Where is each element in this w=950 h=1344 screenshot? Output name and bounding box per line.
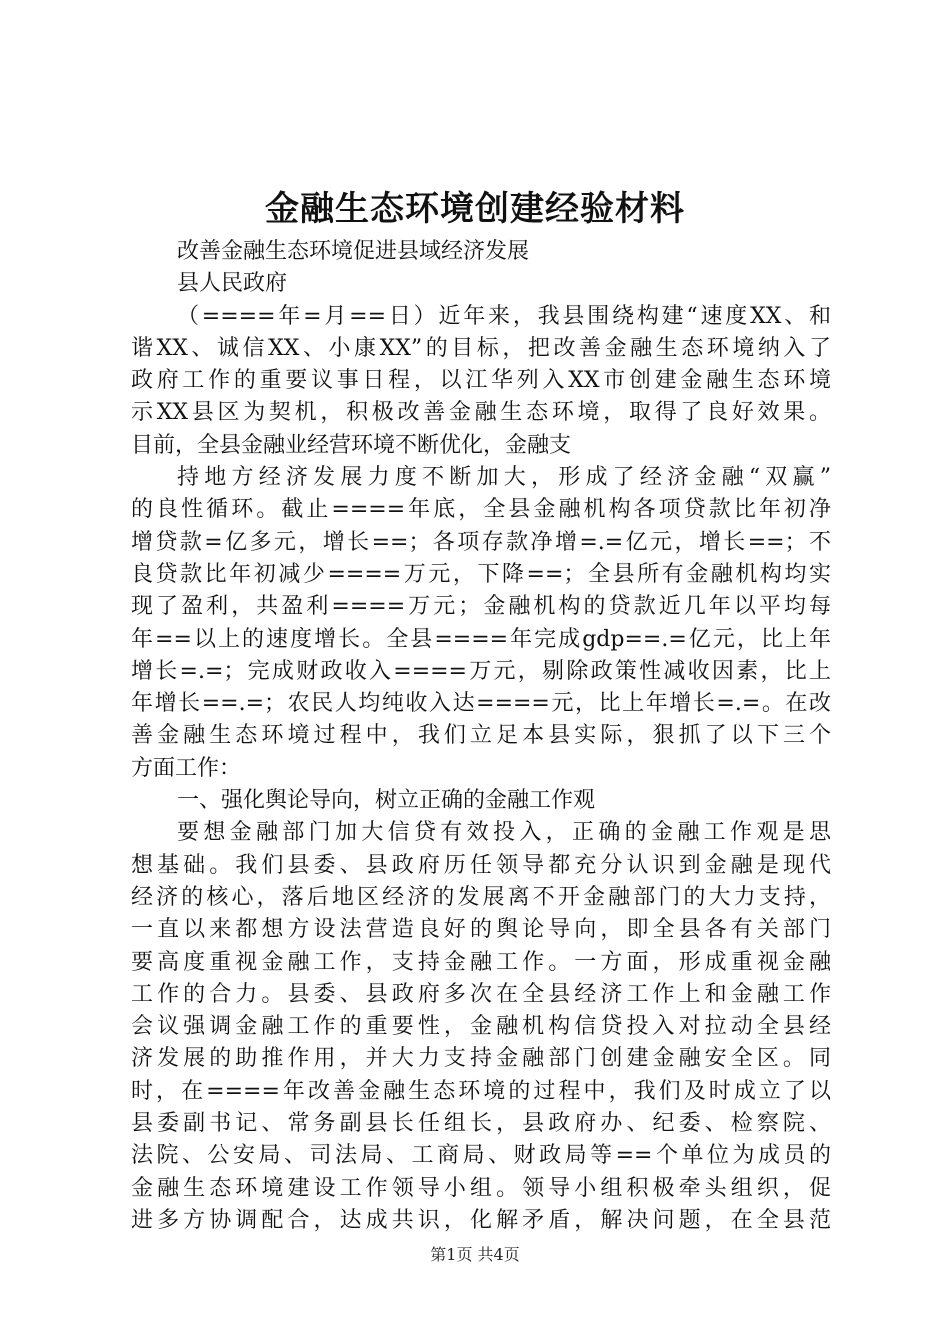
- section-heading: 一、强化舆论导向，树立正确的金融工作观: [177, 788, 596, 814]
- document-title: 金融生态环境创建经验材料: [265, 189, 685, 229]
- author-line: 县人民政府: [177, 271, 288, 297]
- paragraph-line: 法院、公安局、司法局、工商局、财政局等==个单位为成员的: [131, 1143, 831, 1169]
- paragraph-line: 年==以上的速度增长。全县====年完成gdp==.=亿元，比上年: [131, 626, 831, 652]
- paragraph-line: 年增长==.=；农民人均纯收入达====元，比上年增长=.=。在改: [131, 691, 831, 717]
- paragraph-line: 济发展的助推作用，并大力支持金融部门创建金融安全区。同: [131, 1046, 831, 1072]
- paragraph-line: 持地方经济发展力度不断加大，形成了经济金融“双赢”: [177, 465, 831, 491]
- paragraph-line: 要高度重视金融工作，支持金融工作。一方面，形成重视金融: [131, 949, 831, 975]
- paragraph-line: 经济的核心，落后地区经济的发展离不开金融部门的大力支持，: [131, 884, 831, 910]
- paragraph-line: 增贷款=亿多元，增长==；各项存款净增=.=亿元，增长==；不: [131, 529, 831, 555]
- page-number-footer: 第1页 共4页: [430, 1245, 520, 1264]
- paragraph-line: 增长=.=；完成财政收入====万元，剔除政策性减收因素，比上: [131, 658, 831, 684]
- paragraph-line: 时，在====年改善金融生态环境的过程中，我们及时成立了以: [131, 1078, 831, 1104]
- paragraph-line: 要想金融部门加大信贷有效投入，正确的金融工作观是思: [177, 820, 831, 846]
- paragraph-line: 金融生态环境建设工作领导小组。领导小组积极牵头组织，促: [131, 1175, 831, 1201]
- paragraph-line: 谐XX、诚信XX、小康XX”的目标，把改善金融生态环境纳入了: [131, 335, 831, 361]
- subtitle-line: 改善金融生态环境促进县域经济发展: [177, 239, 530, 264]
- paragraph-line: 想基础。我们县委、县政府历任领导都充分认识到金融是现代: [131, 852, 831, 878]
- paragraph-line: 县委副书记、常务副县长任组长，县政府办、纪委、检察院、: [131, 1111, 831, 1137]
- paragraph-line: 方面工作：: [131, 755, 242, 781]
- paragraph-line: 示XX县区为契机，积极改善金融生态环境，取得了良好效果。: [131, 400, 831, 426]
- paragraph-line: 良贷款比年初减少====万元，下降==；全县所有金融机构均实: [131, 561, 831, 587]
- paragraph-line: 善金融生态环境过程中，我们立足本县实际，狠抓了以下三个: [131, 723, 831, 749]
- document-body: [131, 236, 831, 1237]
- paragraph-line: 进多方协调配合，达成共识，化解矛盾，解决问题，在全县范: [131, 1207, 831, 1233]
- paragraph-line: 政府工作的重要议事日程，以江华列入XX市创建金融生态环境: [131, 368, 831, 394]
- paragraph-line: 目前，全县金融业经营环境不断优化，金融支: [131, 432, 572, 458]
- paragraph-line: 会议强调金融工作的重要性，金融机构信贷投入对拉动全县经: [131, 1014, 831, 1040]
- paragraph-line: 现了盈利，共盈利====万元；金融机构的贷款近几年以平均每: [131, 594, 831, 620]
- paragraph-line: （====年=月==日）近年来，我县围绕构建“速度XX、和: [177, 303, 831, 329]
- paragraph-line: 一直以来都想方设法营造良好的舆论导向，即全县各有关部门: [131, 917, 831, 943]
- paragraph-line: 工作的合力。县委、县政府多次在全县经济工作上和金融工作: [131, 981, 831, 1007]
- paragraph-line: 的良性循环。截止====年底，全县金融机构各项贷款比年初净: [131, 497, 831, 523]
